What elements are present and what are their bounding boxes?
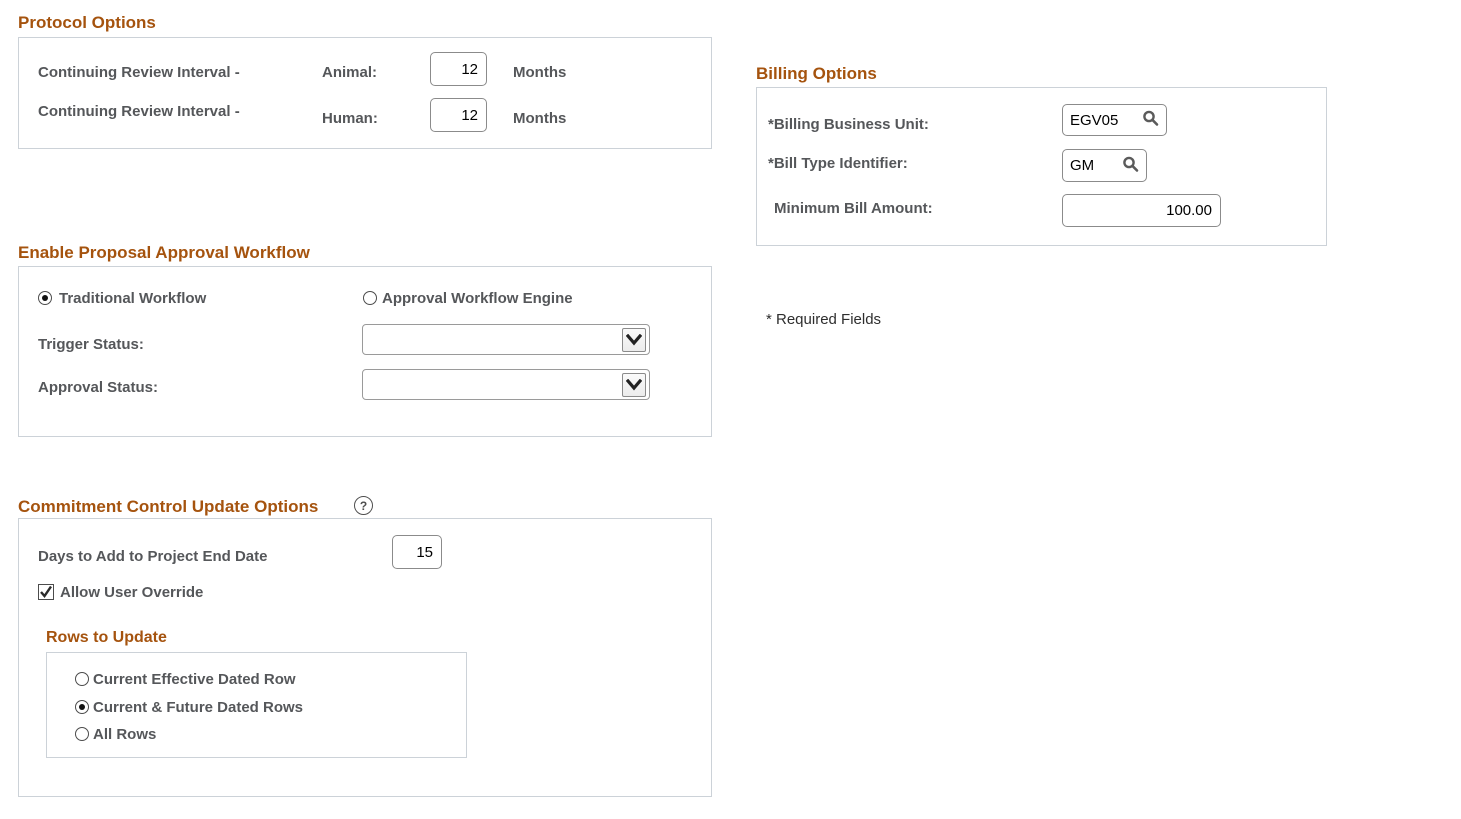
protocol-options-title: Protocol Options xyxy=(18,13,156,32)
animal-interval-input[interactable]: 12 xyxy=(430,52,487,86)
bill-type-identifier-value: GM xyxy=(1070,157,1095,174)
search-icon[interactable] xyxy=(1122,155,1139,176)
billing-business-unit-value: EGV05 xyxy=(1070,111,1119,129)
search-icon[interactable] xyxy=(1142,110,1159,131)
current-effective-dated-row-label: Current Effective Dated Row xyxy=(93,671,296,688)
all-rows-radio[interactable] xyxy=(75,727,89,741)
billing-business-unit-label: *Billing Business Unit: xyxy=(768,116,929,133)
minimum-bill-amount-label: Minimum Bill Amount: xyxy=(774,200,933,217)
trigger-status-select[interactable] xyxy=(362,324,650,355)
allow-user-override-label: Allow User Override xyxy=(60,584,204,601)
human-months-label: Months xyxy=(513,110,567,127)
chevron-down-icon[interactable] xyxy=(622,328,646,352)
workflow-title: Enable Proposal Approval Workflow xyxy=(18,243,310,262)
trigger-status-label: Trigger Status: xyxy=(38,336,144,353)
required-fields-note: * Required Fields xyxy=(766,311,882,328)
continuing-review-interval-animal-label: Continuing Review Interval - xyxy=(38,64,240,81)
days-to-add-label: Days to Add to Project End Date xyxy=(38,548,268,565)
bill-type-identifier-label: *Bill Type Identifier: xyxy=(768,155,908,172)
help-icon[interactable]: ? xyxy=(354,496,373,515)
approval-status-select[interactable] xyxy=(362,369,650,400)
rows-to-update-title: Rows to Update xyxy=(46,629,167,646)
protocol-options-groupbox xyxy=(18,37,712,149)
traditional-workflow-radio[interactable] xyxy=(38,291,52,305)
human-interval-input[interactable]: 12 xyxy=(430,98,487,132)
animal-label: Animal: xyxy=(322,64,378,81)
approval-status-label: Approval Status: xyxy=(38,379,159,396)
commitment-title: Commitment Control Update Options xyxy=(18,497,319,516)
continuing-review-interval-human-label: Continuing Review Interval - xyxy=(38,103,240,120)
days-to-add-input[interactable]: 15 xyxy=(392,535,442,569)
human-label: Human: xyxy=(322,110,378,127)
bill-type-identifier-input[interactable] xyxy=(1062,149,1147,182)
billing-business-unit-input[interactable] xyxy=(1062,104,1167,136)
approval-workflow-engine-radio[interactable] xyxy=(363,291,377,305)
approval-workflow-engine-label: Approval Workflow Engine xyxy=(382,290,573,307)
check-icon xyxy=(39,585,53,599)
chevron-down-icon[interactable] xyxy=(622,373,646,397)
animal-months-label: Months xyxy=(513,64,567,81)
billing-options-title: Billing Options xyxy=(756,64,877,83)
current-effective-dated-row-radio[interactable] xyxy=(75,672,89,686)
allow-user-override-checkbox[interactable] xyxy=(38,584,54,600)
all-rows-label: All Rows xyxy=(93,726,157,743)
traditional-workflow-label: Traditional Workflow xyxy=(59,290,207,307)
current-and-future-dated-rows-radio[interactable] xyxy=(75,700,89,714)
minimum-bill-amount-input[interactable]: 100.00 xyxy=(1062,194,1221,227)
current-and-future-dated-rows-label: Current & Future Dated Rows xyxy=(93,699,304,716)
